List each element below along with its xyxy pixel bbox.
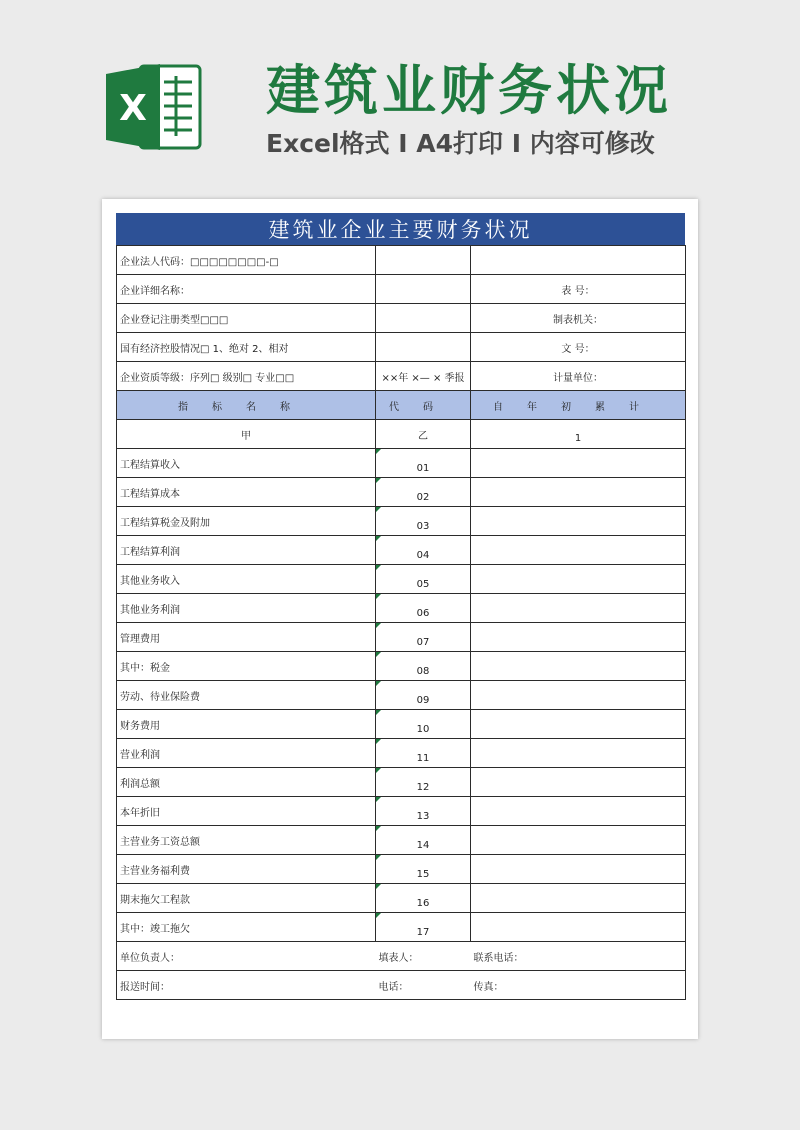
column-header-code: 代码 [376, 391, 471, 420]
table-row [117, 797, 686, 826]
indicator-name: 其他业务利润 [117, 594, 376, 623]
financial-table [116, 245, 686, 1000]
indicator-name: 劳动、待业保险费 [117, 681, 376, 710]
indicator-code: 11 [376, 739, 471, 768]
column-header-row [117, 391, 686, 420]
table-row [117, 768, 686, 797]
indicator-name: 工程结算成本 [117, 478, 376, 507]
table-row [117, 449, 686, 478]
indicator-name: 利润总额 [117, 768, 376, 797]
indicator-code: 04 [376, 536, 471, 565]
info-middle-cell[interactable] [376, 246, 471, 275]
table-row [117, 681, 686, 710]
info-label: 企业法人代码：□□□□□□□□-□ [117, 246, 376, 275]
ytd-value-cell[interactable] [471, 826, 686, 855]
indicator-code: 01 [376, 449, 471, 478]
info-right-cell: 文 号： [471, 333, 686, 362]
indicator-code: 06 [376, 594, 471, 623]
table-row [117, 739, 686, 768]
indicator-name: 其中：竣工拖欠 [117, 913, 376, 942]
ytd-value-cell[interactable] [471, 565, 686, 594]
footer-field-c[interactable]: 传真： [471, 971, 686, 1000]
label-yi: 乙 [376, 420, 471, 449]
indicator-name: 期末拖欠工程款 [117, 884, 376, 913]
column-header-name: 指标名称 [117, 391, 376, 420]
label-row [117, 420, 686, 449]
indicator-code: 03 [376, 507, 471, 536]
ytd-value-cell[interactable] [471, 594, 686, 623]
indicator-code: 12 [376, 768, 471, 797]
table-row [117, 623, 686, 652]
ytd-value-cell[interactable] [471, 623, 686, 652]
table-row [117, 652, 686, 681]
info-row [117, 333, 686, 362]
indicator-name: 工程结算税金及附加 [117, 507, 376, 536]
indicator-code: 05 [376, 565, 471, 594]
info-row [117, 304, 686, 333]
indicator-code: 07 [376, 623, 471, 652]
indicator-name: 营业利润 [117, 739, 376, 768]
ytd-value-cell[interactable] [471, 478, 686, 507]
indicator-code: 13 [376, 797, 471, 826]
indicator-code: 09 [376, 681, 471, 710]
table-row [117, 565, 686, 594]
ytd-value-cell[interactable] [471, 536, 686, 565]
ytd-value-cell[interactable] [471, 884, 686, 913]
table-row [117, 507, 686, 536]
footer-row [117, 971, 686, 1000]
ytd-value-cell[interactable] [471, 855, 686, 884]
info-label: 企业详细名称： [117, 275, 376, 304]
info-row [117, 246, 686, 275]
label-one: 1 [471, 420, 686, 449]
info-label: 企业登记注册类型□□□ [117, 304, 376, 333]
info-right-cell [471, 246, 686, 275]
ytd-value-cell[interactable] [471, 739, 686, 768]
indicator-code: 10 [376, 710, 471, 739]
ytd-value-cell[interactable] [471, 652, 686, 681]
table-row [117, 594, 686, 623]
footer-field-a[interactable]: 单位负责人： [117, 942, 376, 971]
indicator-code: 17 [376, 913, 471, 942]
svg-text:X: X [119, 88, 147, 129]
ytd-value-cell[interactable] [471, 913, 686, 942]
indicator-code: 02 [376, 478, 471, 507]
indicator-name: 主营业务工资总额 [117, 826, 376, 855]
indicator-name: 主营业务福利费 [117, 855, 376, 884]
table-row [117, 478, 686, 507]
label-jia: 甲 [117, 420, 376, 449]
ytd-value-cell[interactable] [471, 710, 686, 739]
table-row [117, 884, 686, 913]
indicator-code: 14 [376, 826, 471, 855]
ytd-value-cell[interactable] [471, 681, 686, 710]
indicator-name: 工程结算利润 [117, 536, 376, 565]
indicator-name: 其他业务收入 [117, 565, 376, 594]
info-row [117, 362, 686, 391]
ytd-value-cell[interactable] [471, 507, 686, 536]
info-label: 国有经济控股情况□ 1、绝对 2、相对 [117, 333, 376, 362]
info-middle-cell[interactable] [376, 304, 471, 333]
page-title: 建筑业财务状况 [266, 59, 672, 122]
info-right-cell: 表 号： [471, 275, 686, 304]
indicator-name: 工程结算收入 [117, 449, 376, 478]
info-middle-cell[interactable]: ××年 ×— × 季报 [376, 362, 471, 391]
page-subtitle: Excel格式 I A4打印 I 内容可修改 [266, 129, 655, 158]
table-row [117, 536, 686, 565]
ytd-value-cell[interactable] [471, 768, 686, 797]
ytd-value-cell[interactable] [471, 797, 686, 826]
ytd-value-cell[interactable] [471, 449, 686, 478]
info-middle-cell[interactable] [376, 275, 471, 304]
table-row [117, 855, 686, 884]
table-row [117, 710, 686, 739]
footer-field-b[interactable]: 电话： [376, 971, 471, 1000]
footer-row [117, 942, 686, 971]
sheet-title: 建筑业企业主要财务状况 [116, 213, 685, 245]
footer-field-b[interactable]: 填表人： [376, 942, 471, 971]
info-right-cell: 计量单位： [471, 362, 686, 391]
info-label: 企业资质等级：序列□ 级别□ 专业□□ [117, 362, 376, 391]
indicator-name: 其中：税金 [117, 652, 376, 681]
banner [0, 0, 800, 200]
indicator-name: 本年折旧 [117, 797, 376, 826]
table-row [117, 826, 686, 855]
document-paper [102, 199, 698, 1039]
spreadsheet [116, 213, 685, 1000]
indicator-name: 财务费用 [117, 710, 376, 739]
info-row [117, 275, 686, 304]
column-header-ytd: 自年初累计 [471, 391, 686, 420]
info-middle-cell[interactable] [376, 333, 471, 362]
excel-icon [104, 60, 204, 154]
footer-field-c[interactable]: 联系电话： [471, 942, 686, 971]
info-right-cell: 制表机关： [471, 304, 686, 333]
indicator-code: 08 [376, 652, 471, 681]
indicator-name: 管理费用 [117, 623, 376, 652]
indicator-code: 15 [376, 855, 471, 884]
footer-field-a[interactable]: 报送时间： [117, 971, 376, 1000]
indicator-code: 16 [376, 884, 471, 913]
table-row [117, 913, 686, 942]
